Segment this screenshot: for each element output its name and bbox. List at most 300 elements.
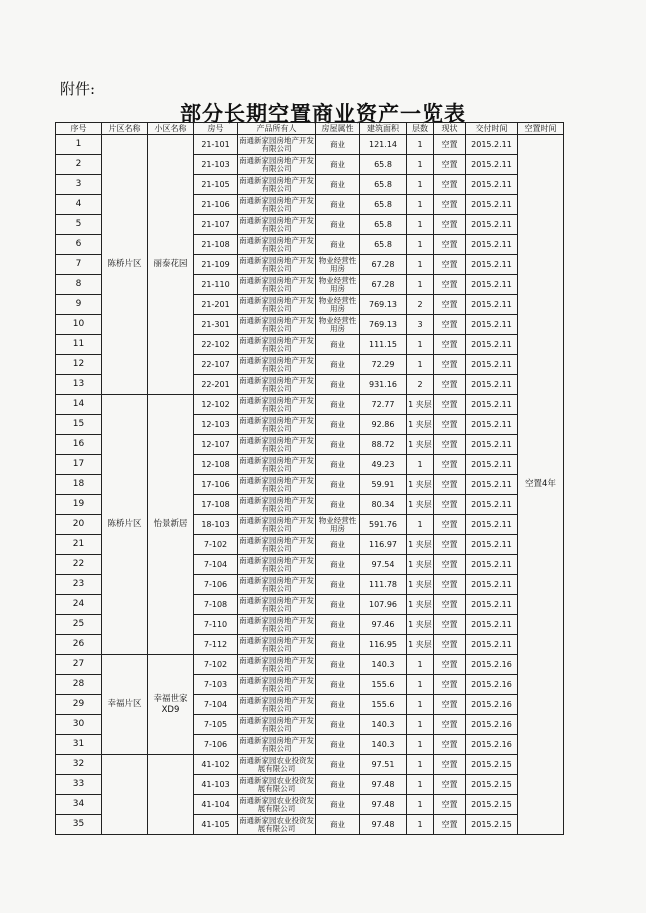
status-cell: 空置: [434, 615, 466, 635]
floor-area: 155.6: [360, 675, 407, 695]
status-cell: 空置: [434, 635, 466, 655]
floor-area: 65.8: [360, 235, 407, 255]
property-type: 商业: [316, 375, 360, 395]
floor-count: 2: [407, 375, 434, 395]
delivery-date: 2015.2.11: [466, 275, 518, 295]
row-number: 26: [56, 635, 102, 655]
property-type: 商业: [316, 635, 360, 655]
floor-area: 116.95: [360, 635, 407, 655]
owner-cell: 南通新家园房地产开发有限公司: [239, 455, 314, 473]
owner-cell: 南通新家园房地产开发有限公司: [239, 155, 314, 173]
row-number: 21: [56, 535, 102, 555]
floor-count: 1: [407, 455, 434, 475]
delivery-date: 2015.2.11: [466, 235, 518, 255]
floor-count: 1: [407, 215, 434, 235]
header-cell: 空置时间: [518, 123, 564, 135]
floor-count: 1: [407, 155, 434, 175]
property-type: 物业经营性用房: [316, 515, 360, 535]
floor-area: 97.48: [360, 815, 407, 835]
delivery-date: 2015.2.11: [466, 455, 518, 475]
row-number: 33: [56, 775, 102, 795]
owner-cell: 南通新家园房地产开发有限公司: [239, 535, 314, 553]
floor-area: 65.8: [360, 195, 407, 215]
row-number: 29: [56, 695, 102, 715]
delivery-date: 2015.2.11: [466, 575, 518, 595]
owner-cell: 南通新家园房地产开发有限公司: [239, 475, 314, 493]
status-cell: 空置: [434, 575, 466, 595]
owner-cell: 南通新家园房地产开发有限公司: [239, 215, 314, 233]
status-cell: 空置: [434, 815, 466, 835]
owner-cell: 南通新家园房地产开发有限公司: [239, 555, 314, 573]
floor-area: 116.97: [360, 535, 407, 555]
floor-count: 1: [407, 795, 434, 815]
owner-cell: 南通新家园房地产开发有限公司: [239, 275, 314, 293]
delivery-date: 2015.2.15: [466, 775, 518, 795]
row-number: 3: [56, 175, 102, 195]
header-row: [56, 123, 564, 135]
row-number: 10: [56, 315, 102, 335]
property-type: 商业: [316, 735, 360, 755]
owner-cell: 南通新家园房地产开发有限公司: [239, 735, 314, 753]
property-type: 商业: [316, 175, 360, 195]
status-cell: 空置: [434, 215, 466, 235]
room-number: 12-102: [194, 395, 238, 415]
room-number: 21-103: [194, 155, 238, 175]
row-number: 11: [56, 335, 102, 355]
floor-area: 65.8: [360, 155, 407, 175]
owner-cell: 南通新家园农业投资发展有限公司: [239, 775, 314, 793]
header-cell: 房屋属性: [316, 123, 360, 135]
property-type: 商业: [316, 435, 360, 455]
owner-cell: 南通新家园房地产开发有限公司: [239, 495, 314, 513]
floor-count: 1 夹层: [407, 415, 434, 435]
row-number: 24: [56, 595, 102, 615]
floor-count: 1: [407, 695, 434, 715]
property-type: 商业: [316, 655, 360, 675]
room-number: 21-109: [194, 255, 238, 275]
floor-area: 111.78: [360, 575, 407, 595]
status-cell: 空置: [434, 455, 466, 475]
status-cell: 空置: [434, 795, 466, 815]
floor-count: 1: [407, 775, 434, 795]
community-cell: [148, 755, 194, 835]
owner-cell: 南通新家园房地产开发有限公司: [239, 255, 314, 273]
status-cell: 空置: [434, 495, 466, 515]
district-cell: [102, 755, 148, 835]
room-number: 7-106: [194, 735, 238, 755]
row-number: 28: [56, 675, 102, 695]
owner-cell: 南通新家园房地产开发有限公司: [239, 635, 314, 653]
status-cell: 空置: [434, 175, 466, 195]
floor-count: 1: [407, 655, 434, 675]
room-number: 21-101: [194, 135, 238, 155]
row-number: 12: [56, 355, 102, 375]
community-cell: 幸福世家XD9: [148, 655, 194, 755]
floor-area: 931.16: [360, 375, 407, 395]
room-number: 7-104: [194, 695, 238, 715]
header-cell: 片区名称: [102, 123, 148, 135]
row-number: 35: [56, 815, 102, 835]
floor-area: 140.3: [360, 735, 407, 755]
room-number: 41-104: [194, 795, 238, 815]
floor-area: 121.14: [360, 135, 407, 155]
floor-count: 1: [407, 355, 434, 375]
room-number: 7-112: [194, 635, 238, 655]
floor-area: 769.13: [360, 315, 407, 335]
room-number: 21-105: [194, 175, 238, 195]
status-cell: 空置: [434, 515, 466, 535]
property-type: 商业: [316, 355, 360, 375]
owner-cell: 南通新家园房地产开发有限公司: [239, 575, 314, 593]
property-type: 商业: [316, 775, 360, 795]
property-type: 商业: [316, 235, 360, 255]
status-cell: 空置: [434, 195, 466, 215]
room-number: 22-201: [194, 375, 238, 395]
status-cell: 空置: [434, 555, 466, 575]
status-cell: 空置: [434, 235, 466, 255]
property-type: 商业: [316, 495, 360, 515]
floor-area: 80.34: [360, 495, 407, 515]
floor-area: 97.48: [360, 795, 407, 815]
row-number: 9: [56, 295, 102, 315]
property-type: 商业: [316, 155, 360, 175]
delivery-date: 2015.2.11: [466, 535, 518, 555]
owner-cell: 南通新家园房地产开发有限公司: [239, 195, 314, 213]
status-cell: 空置: [434, 295, 466, 315]
delivery-date: 2015.2.11: [466, 135, 518, 155]
page-title: 部分长期空置商业资产一览表: [180, 101, 466, 126]
floor-count: 1: [407, 675, 434, 695]
row-number: 32: [56, 755, 102, 775]
row-number: 14: [56, 395, 102, 415]
floor-count: 1: [407, 735, 434, 755]
owner-cell: 南通新家园房地产开发有限公司: [239, 295, 314, 313]
delivery-date: 2015.2.15: [466, 795, 518, 815]
status-cell: 空置: [434, 435, 466, 455]
room-number: 22-107: [194, 355, 238, 375]
delivery-date: 2015.2.11: [466, 555, 518, 575]
floor-count: 1 夹层: [407, 475, 434, 495]
delivery-date: 2015.2.11: [466, 475, 518, 495]
owner-cell: 南通新家园房地产开发有限公司: [239, 315, 314, 333]
room-number: 22-102: [194, 335, 238, 355]
property-type: 商业: [316, 675, 360, 695]
table-row: [56, 135, 564, 155]
header-cell: 序号: [56, 123, 102, 135]
delivery-date: 2015.2.16: [466, 715, 518, 735]
room-number: 7-104: [194, 555, 238, 575]
floor-area: 140.3: [360, 715, 407, 735]
floor-area: 140.3: [360, 655, 407, 675]
owner-cell: 南通新家园房地产开发有限公司: [239, 415, 314, 433]
owner-cell: 南通新家园农业投资发展有限公司: [239, 795, 314, 813]
delivery-date: 2015.2.16: [466, 655, 518, 675]
floor-count: 1 夹层: [407, 575, 434, 595]
property-type: 商业: [316, 595, 360, 615]
delivery-date: 2015.2.16: [466, 735, 518, 755]
floor-count: 1: [407, 195, 434, 215]
delivery-date: 2015.2.11: [466, 355, 518, 375]
property-type: 商业: [316, 715, 360, 735]
property-type: 商业: [316, 135, 360, 155]
delivery-date: 2015.2.11: [466, 515, 518, 535]
room-number: 7-102: [194, 655, 238, 675]
owner-cell: 南通新家园房地产开发有限公司: [239, 675, 314, 693]
delivery-date: 2015.2.11: [466, 375, 518, 395]
room-number: 21-110: [194, 275, 238, 295]
room-number: 7-108: [194, 595, 238, 615]
delivery-date: 2015.2.11: [466, 315, 518, 335]
row-number: 22: [56, 555, 102, 575]
delivery-date: 2015.2.11: [466, 335, 518, 355]
room-number: 21-108: [194, 235, 238, 255]
status-cell: 空置: [434, 135, 466, 155]
delivery-date: 2015.2.11: [466, 215, 518, 235]
floor-count: 1: [407, 135, 434, 155]
room-number: 18-103: [194, 515, 238, 535]
room-number: 12-107: [194, 435, 238, 455]
district-cell: 陈桥片区: [102, 135, 148, 395]
floor-area: 769.13: [360, 295, 407, 315]
property-type: 商业: [316, 815, 360, 835]
row-number: 17: [56, 455, 102, 475]
delivery-date: 2015.2.11: [466, 395, 518, 415]
property-type: 物业经营性用房: [316, 275, 360, 295]
floor-count: 1 夹层: [407, 635, 434, 655]
delivery-date: 2015.2.11: [466, 615, 518, 635]
owner-cell: 南通新家园房地产开发有限公司: [239, 715, 314, 733]
property-type: 商业: [316, 395, 360, 415]
floor-count: 1 夹层: [407, 495, 434, 515]
owner-cell: 南通新家园房地产开发有限公司: [239, 515, 314, 533]
row-number: 15: [56, 415, 102, 435]
property-type: 商业: [316, 455, 360, 475]
header-cell: 现状: [434, 123, 466, 135]
status-cell: 空置: [434, 595, 466, 615]
status-cell: 空置: [434, 695, 466, 715]
row-number: 5: [56, 215, 102, 235]
row-number: 7: [56, 255, 102, 275]
room-number: 7-105: [194, 715, 238, 735]
room-number: 17-106: [194, 475, 238, 495]
header-cell: 房号: [194, 123, 238, 135]
owner-cell: 南通新家园房地产开发有限公司: [239, 355, 314, 373]
property-type: 商业: [316, 215, 360, 235]
floor-area: 97.46: [360, 615, 407, 635]
floor-count: 3: [407, 315, 434, 335]
owner-cell: 南通新家园房地产开发有限公司: [239, 595, 314, 613]
delivery-date: 2015.2.11: [466, 415, 518, 435]
room-number: 21-107: [194, 215, 238, 235]
floor-count: 1 夹层: [407, 395, 434, 415]
room-number: 17-108: [194, 495, 238, 515]
district-cell: 幸福片区: [102, 655, 148, 755]
floor-area: 59.91: [360, 475, 407, 495]
floor-area: 72.29: [360, 355, 407, 375]
status-cell: 空置: [434, 375, 466, 395]
floor-count: 1 夹层: [407, 615, 434, 635]
delivery-date: 2015.2.11: [466, 435, 518, 455]
floor-area: 97.54: [360, 555, 407, 575]
row-number: 25: [56, 615, 102, 635]
owner-cell: 南通新家园房地产开发有限公司: [239, 435, 314, 453]
table-row: [56, 395, 564, 415]
owner-cell: 南通新家园农业投资发展有限公司: [239, 755, 314, 773]
room-number: 7-110: [194, 615, 238, 635]
row-number: 31: [56, 735, 102, 755]
property-type: 商业: [316, 755, 360, 775]
floor-count: 1 夹层: [407, 555, 434, 575]
room-number: 41-102: [194, 755, 238, 775]
table-row: [56, 755, 564, 775]
vacant-assets-table: [55, 122, 564, 835]
floor-area: 107.96: [360, 595, 407, 615]
floor-count: 1: [407, 715, 434, 735]
owner-cell: 南通新家园房地产开发有限公司: [239, 695, 314, 713]
delivery-date: 2015.2.16: [466, 675, 518, 695]
delivery-date: 2015.2.11: [466, 635, 518, 655]
room-number: 7-106: [194, 575, 238, 595]
owner-cell: 南通新家园房地产开发有限公司: [239, 375, 314, 393]
row-number: 16: [56, 435, 102, 455]
header-cell: 小区名称: [148, 123, 194, 135]
room-number: 12-108: [194, 455, 238, 475]
status-cell: 空置: [434, 775, 466, 795]
row-number: 13: [56, 375, 102, 395]
floor-area: 67.28: [360, 255, 407, 275]
header-cell: 建筑面积: [360, 123, 407, 135]
owner-cell: 南通新家园房地产开发有限公司: [239, 175, 314, 193]
property-type: 商业: [316, 535, 360, 555]
row-number: 18: [56, 475, 102, 495]
owner-cell: 南通新家园房地产开发有限公司: [239, 395, 314, 413]
status-cell: 空置: [434, 735, 466, 755]
status-cell: 空置: [434, 335, 466, 355]
floor-area: 67.28: [360, 275, 407, 295]
row-number: 27: [56, 655, 102, 675]
delivery-date: 2015.2.11: [466, 175, 518, 195]
property-type: 商业: [316, 615, 360, 635]
delivery-date: 2015.2.11: [466, 155, 518, 175]
row-number: 19: [56, 495, 102, 515]
room-number: 21-301: [194, 315, 238, 335]
status-cell: 空置: [434, 655, 466, 675]
room-number: 41-103: [194, 775, 238, 795]
floor-area: 97.48: [360, 775, 407, 795]
property-type: 商业: [316, 415, 360, 435]
property-type: 商业: [316, 555, 360, 575]
delivery-date: 2015.2.11: [466, 495, 518, 515]
property-type: 商业: [316, 195, 360, 215]
row-number: 8: [56, 275, 102, 295]
floor-count: 1 夹层: [407, 595, 434, 615]
status-cell: 空置: [434, 155, 466, 175]
floor-count: 1: [407, 755, 434, 775]
status-cell: 空置: [434, 355, 466, 375]
row-number: 4: [56, 195, 102, 215]
status-cell: 空置: [434, 475, 466, 495]
row-number: 2: [56, 155, 102, 175]
status-cell: 空置: [434, 675, 466, 695]
status-cell: 空置: [434, 755, 466, 775]
property-type: 物业经营性用房: [316, 295, 360, 315]
row-number: 34: [56, 795, 102, 815]
floor-area: 591.76: [360, 515, 407, 535]
delivery-date: 2015.2.11: [466, 195, 518, 215]
floor-count: 1 夹层: [407, 435, 434, 455]
floor-count: 1 夹层: [407, 535, 434, 555]
owner-cell: 南通新家园房地产开发有限公司: [239, 235, 314, 253]
table-row: [56, 655, 564, 675]
property-type: 商业: [316, 575, 360, 595]
owner-cell: 南通新家园房地产开发有限公司: [239, 135, 314, 153]
owner-cell: 南通新家园房地产开发有限公司: [239, 335, 314, 353]
floor-area: 65.8: [360, 215, 407, 235]
floor-count: 1: [407, 275, 434, 295]
property-type: 商业: [316, 475, 360, 495]
row-number: 30: [56, 715, 102, 735]
delivery-date: 2015.2.15: [466, 815, 518, 835]
room-number: 12-103: [194, 415, 238, 435]
floor-area: 97.51: [360, 755, 407, 775]
delivery-date: 2015.2.11: [466, 255, 518, 275]
room-number: 41-105: [194, 815, 238, 835]
row-number: 23: [56, 575, 102, 595]
delivery-date: 2015.2.16: [466, 695, 518, 715]
status-cell: 空置: [434, 415, 466, 435]
floor-count: 2: [407, 295, 434, 315]
status-cell: 空置: [434, 275, 466, 295]
floor-area: 72.77: [360, 395, 407, 415]
owner-cell: 南通新家园房地产开发有限公司: [239, 655, 314, 673]
property-type: 物业经营性用房: [316, 255, 360, 275]
floor-area: 49.23: [360, 455, 407, 475]
owner-cell: 南通新家园房地产开发有限公司: [239, 615, 314, 633]
community-cell: 怡景新居: [148, 395, 194, 655]
property-type: 商业: [316, 335, 360, 355]
header-cell: 产品所有人: [238, 123, 316, 135]
floor-area: 111.15: [360, 335, 407, 355]
status-cell: 空置: [434, 715, 466, 735]
room-number: 7-103: [194, 675, 238, 695]
district-cell: 陈桥片区: [102, 395, 148, 655]
row-number: 1: [56, 135, 102, 155]
delivery-date: 2015.2.15: [466, 755, 518, 775]
room-number: 21-106: [194, 195, 238, 215]
floor-count: 1: [407, 515, 434, 535]
status-cell: 空置: [434, 395, 466, 415]
status-cell: 空置: [434, 535, 466, 555]
floor-count: 1: [407, 335, 434, 355]
floor-count: 1: [407, 815, 434, 835]
floor-area: 92.86: [360, 415, 407, 435]
status-cell: 空置: [434, 255, 466, 275]
property-type: 商业: [316, 695, 360, 715]
floor-area: 88.72: [360, 435, 407, 455]
vacancy-duration: 空置4年: [518, 135, 564, 835]
floor-count: 1: [407, 175, 434, 195]
floor-count: 1: [407, 235, 434, 255]
property-type: 商业: [316, 795, 360, 815]
status-cell: 空置: [434, 315, 466, 335]
property-type: 物业经营性用房: [316, 315, 360, 335]
delivery-date: 2015.2.11: [466, 295, 518, 315]
floor-count: 1: [407, 255, 434, 275]
header-cell: 层数: [407, 123, 434, 135]
row-number: 20: [56, 515, 102, 535]
room-number: 21-201: [194, 295, 238, 315]
floor-area: 65.8: [360, 175, 407, 195]
